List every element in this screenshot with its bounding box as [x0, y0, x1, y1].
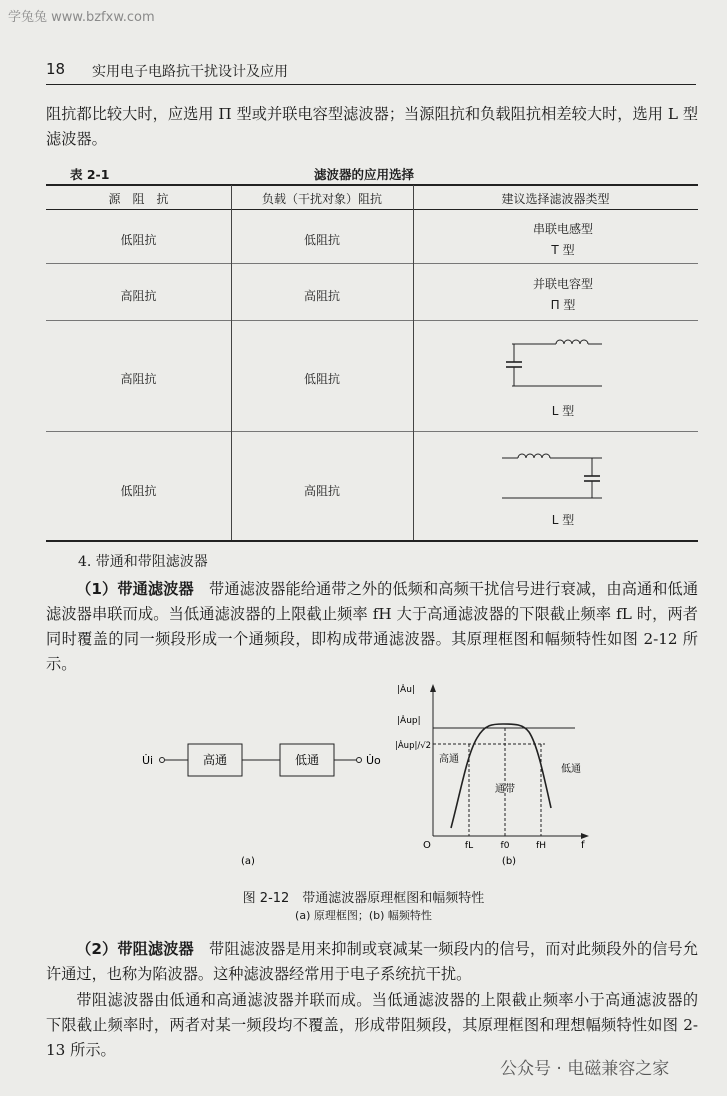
tick-fH: fH — [536, 841, 546, 851]
bandpass-curve — [451, 724, 551, 828]
row3-source: 高阻抗 — [120, 372, 157, 386]
row2-load: 高阻抗 — [303, 289, 340, 303]
page-number: 18 — [46, 60, 66, 78]
y-axis-label: |Ȧu| — [397, 685, 415, 695]
table-top-rule — [46, 184, 698, 186]
bandstop-paragraph — [46, 937, 698, 987]
table-row-divider — [46, 320, 698, 321]
row4-type-line2: L 型 — [551, 513, 575, 527]
input-label: U̇i — [142, 754, 154, 767]
table-header-rule — [46, 209, 698, 210]
fig-b-tag: (b) — [501, 856, 517, 867]
bandstop-heading: （2）带阻滤波器 — [76, 940, 194, 958]
row2-type-line2: Π 型 — [550, 298, 576, 312]
table-bottom-rule — [46, 540, 698, 542]
tick-f0: f0 — [500, 841, 510, 851]
row1-type-line1: 串联电感型 — [532, 222, 593, 236]
l-filter-schematic-1 — [498, 332, 608, 392]
table-label: 表 2-1 — [70, 167, 110, 182]
row2-type-line1: 并联电容型 — [532, 277, 593, 291]
bandpass-text: 带通滤波器能给通带之外的低频和高频干扰信号进行衰减，由高通和低通滤波器串联而成。当低通滤波器的上限截止频率 fH 大于高通滤波器的下限截止频率 fL 时，两者同时覆盖的同一频段形成一个通频段，即构成带通滤波器。其原理框图和幅频特性如图 2-12 所示。 — [46, 580, 699, 673]
passband-label: 通带 — [495, 784, 515, 795]
figure-subcaption: (a) 原理框图；(b) 幅频特性 — [295, 909, 432, 922]
bottom-watermark: 公众号 · 电磁兼容之家 — [500, 1059, 670, 1079]
fig-a-tag: (a) — [241, 856, 255, 867]
row3-type-line2: L 型 — [551, 404, 575, 418]
bandstop-text-2: 带阻滤波器由低通和高通滤波器并联而成。当低通滤波器的上限截止频率小于高通滤波器的下限截止频率时，两者对某一频段均不覆盖，形成带阻频段，其原理框图和理想幅频特性如图 2-13 所示。 — [46, 991, 698, 1059]
l-filter-schematic-2 — [498, 448, 608, 504]
tick-fL: fL — [464, 841, 474, 851]
table-header-source: 源 阻 抗 — [108, 192, 169, 206]
amplitude-frequency-plot — [395, 680, 600, 870]
x-axis-label: f — [581, 840, 585, 851]
highpass-box-label: 高通 — [202, 753, 228, 767]
book-title: 实用电子电路抗干扰设计及应用 — [92, 64, 288, 80]
bandstop-text: 带阻滤波器是用来抑制或衰减某一频段内的信号，而对此频段外的信号允许通过，也称为陷波器。这种滤波器经常用于电子系统抗干扰。 — [46, 940, 699, 983]
row1-type-line2: T 型 — [551, 243, 575, 257]
intro-paragraph: 阻抗都比较大时，应选用 Π 型或并联电容型滤波器；当源阻抗和负载阻抗相差较大时，选用 L 型滤波器。 — [46, 105, 699, 148]
lowpass-box-label: 低通 — [294, 753, 320, 767]
row1-load: 低阻抗 — [303, 233, 340, 247]
row1-source: 低阻抗 — [120, 233, 157, 247]
table-header-load: 负载（干扰对象）阻抗 — [261, 192, 382, 206]
lowpass-curve-label: 低通 — [561, 764, 581, 775]
cutoff-gain-label: |Ȧup|/√2 — [395, 741, 432, 751]
row2-source: 高阻抗 — [120, 289, 157, 303]
table-title: 滤波器的应用选择 — [314, 167, 415, 182]
table-row-divider — [46, 431, 698, 432]
row4-load: 高阻抗 — [303, 484, 340, 498]
bandstop-paragraph-2 — [46, 988, 698, 1063]
table-col-divider — [413, 185, 414, 540]
bandpass-heading: （1）带通滤波器 — [76, 580, 194, 598]
figure-caption: 图 2-12 带通滤波器原理框图和幅频特性 — [242, 891, 485, 906]
row3-load: 低阻抗 — [303, 372, 340, 386]
highpass-curve-label: 高通 — [439, 754, 459, 765]
table-header-type: 建议选择滤波器类型 — [501, 192, 610, 206]
table-row-divider — [46, 263, 698, 264]
site-watermark: 学兔兔 www.bzfxw.com — [8, 10, 155, 25]
block-diagram — [140, 730, 390, 870]
output-label: U̇o — [366, 754, 381, 767]
passband-gain-label: |Ȧup| — [397, 716, 421, 726]
origin-label: O — [423, 840, 431, 851]
bandpass-paragraph — [46, 577, 698, 677]
section-title: 4. 带通和带阻滤波器 — [78, 554, 208, 570]
row4-source: 低阻抗 — [120, 484, 157, 498]
